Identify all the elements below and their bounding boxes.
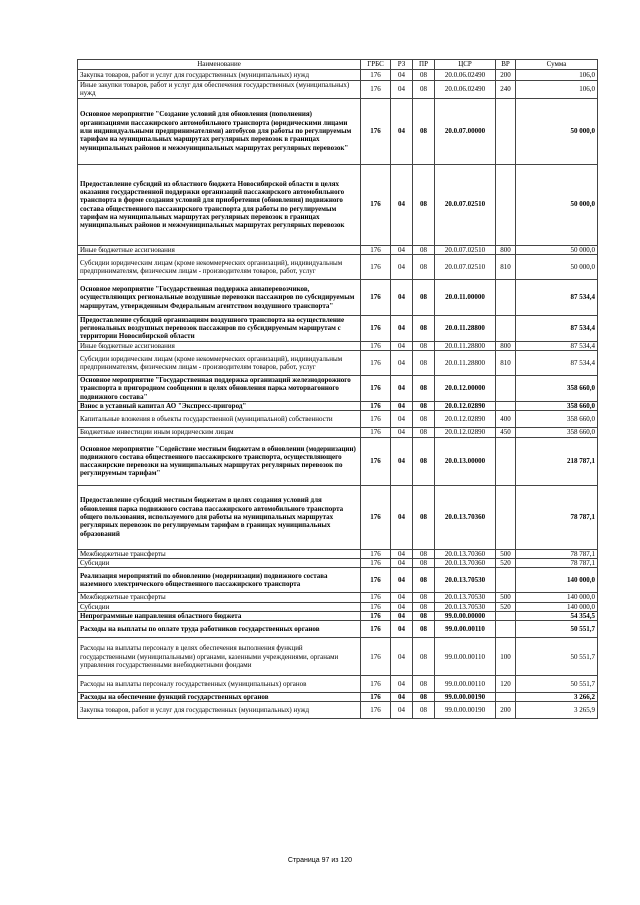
cell-csr: 20.0.07.02510 — [435, 164, 496, 245]
cell-grbs: 176 — [361, 549, 391, 558]
cell-sum: 78 787,1 — [516, 485, 598, 549]
cell-pr: 08 — [413, 568, 435, 593]
cell-vr — [496, 376, 516, 402]
table-row — [78, 437, 598, 485]
header-name: Наименование — [78, 60, 361, 70]
cell-csr: 20.0.06.02490 — [435, 81, 496, 99]
table-row — [78, 638, 598, 676]
cell-grbs: 176 — [361, 315, 391, 341]
cell-vr: 200 — [496, 702, 516, 719]
cell-csr: 20.0.13.70360 — [435, 549, 496, 558]
cell-vr — [496, 279, 516, 315]
cell-rz: 04 — [391, 638, 413, 676]
cell-grbs: 176 — [361, 485, 391, 549]
cell-vr: 400 — [496, 411, 516, 428]
cell-csr: 20.0.11.00000 — [435, 279, 496, 315]
page-footer: Страница 97 из 120 — [287, 857, 353, 864]
cell-pr: 08 — [413, 315, 435, 341]
cell-pr: 08 — [413, 81, 435, 99]
cell-rz: 04 — [391, 98, 413, 164]
cell-pr: 08 — [413, 279, 435, 315]
cell-name: Реализация мероприятий по обновлению (модернизации) подвижного состава наземного электрического общественного пассажирского транспорта — [78, 568, 361, 593]
cell-csr: 20.0.11.28800 — [435, 315, 496, 341]
cell-pr: 08 — [413, 437, 435, 485]
cell-pr: 08 — [413, 602, 435, 611]
table-header-row — [78, 60, 598, 70]
cell-pr: 08 — [413, 351, 435, 376]
cell-pr: 08 — [413, 693, 435, 702]
cell-sum: 3 266,2 — [516, 693, 598, 702]
cell-grbs: 176 — [361, 341, 391, 350]
cell-pr: 08 — [413, 164, 435, 245]
cell-csr: 99.0.00.00000 — [435, 611, 496, 620]
cell-name: Расходы на обеспечение функций государственных органов — [78, 693, 361, 702]
header-grbs: ГРБС — [361, 60, 391, 70]
table-row — [78, 611, 598, 620]
cell-csr: 20.0.13.70530 — [435, 568, 496, 593]
cell-vr — [496, 568, 516, 593]
budget-table — [77, 59, 598, 719]
table-row — [78, 549, 598, 558]
cell-grbs: 176 — [361, 164, 391, 245]
cell-grbs: 176 — [361, 702, 391, 719]
cell-sum: 358 660,0 — [516, 376, 598, 402]
cell-name: Межбюджетные трансферты — [78, 593, 361, 602]
cell-pr: 08 — [413, 341, 435, 350]
cell-sum: 50 000,0 — [516, 254, 598, 279]
cell-sum: 3 265,9 — [516, 702, 598, 719]
cell-name: Расходы на выплаты персоналу государственных (муниципальных) органов — [78, 676, 361, 693]
cell-csr: 99.0.00.00110 — [435, 621, 496, 638]
cell-rz: 04 — [391, 315, 413, 341]
cell-vr: 520 — [496, 602, 516, 611]
cell-grbs: 176 — [361, 279, 391, 315]
cell-name: Субсидии юридическим лицам (кроме некоммерческих организаций), индивидуальным предпринимателям, физическим лицам - производителям товаров, работ, услуг — [78, 351, 361, 376]
cell-vr — [496, 437, 516, 485]
cell-rz: 04 — [391, 693, 413, 702]
table-row — [78, 411, 598, 428]
cell-sum: 106,0 — [516, 70, 598, 81]
cell-csr: 99.0.00.00190 — [435, 693, 496, 702]
cell-vr — [496, 98, 516, 164]
cell-name: Основное мероприятие "Государственная поддержка организаций железнодорожного транспорта в пригородном сообщении в целях обновления парка моторвагонного подвижного состава" — [78, 376, 361, 402]
table-row — [78, 693, 598, 702]
cell-sum: 50 000,0 — [516, 98, 598, 164]
cell-sum: 54 354,5 — [516, 611, 598, 620]
cell-grbs: 176 — [361, 411, 391, 428]
cell-rz: 04 — [391, 702, 413, 719]
cell-pr: 08 — [413, 254, 435, 279]
cell-name: Межбюджетные трансферты — [78, 549, 361, 558]
cell-csr: 20.0.11.28800 — [435, 351, 496, 376]
cell-csr: 20.0.13.70360 — [435, 485, 496, 549]
cell-rz: 04 — [391, 376, 413, 402]
cell-csr: 99.0.00.00190 — [435, 702, 496, 719]
cell-csr: 99.0.00.00110 — [435, 676, 496, 693]
cell-csr: 20.0.13.70530 — [435, 602, 496, 611]
cell-sum: 87 534,4 — [516, 341, 598, 350]
cell-pr: 08 — [413, 702, 435, 719]
cell-rz: 04 — [391, 437, 413, 485]
cell-rz: 04 — [391, 81, 413, 99]
table-row — [78, 428, 598, 437]
cell-grbs: 176 — [361, 602, 391, 611]
cell-csr: 20.0.12.00000 — [435, 376, 496, 402]
cell-pr: 08 — [413, 638, 435, 676]
table-row — [78, 485, 598, 549]
cell-name: Иные закупки товаров, работ и услуг для обеспечения государственных (муниципальных) нужд — [78, 81, 361, 99]
cell-rz: 04 — [391, 70, 413, 81]
cell-grbs: 176 — [361, 437, 391, 485]
cell-vr — [496, 402, 516, 411]
header-csr: ЦСР — [435, 60, 496, 70]
cell-name: Расходы на выплаты персоналу в целях обеспечения выполнения функций государственными (муниципальными) органами, казенными учреждениями, органами управления государственными внебюджетными фондами — [78, 638, 361, 676]
cell-pr: 08 — [413, 593, 435, 602]
cell-csr: 20.0.07.02510 — [435, 254, 496, 279]
cell-name: Иные бюджетные ассигнования — [78, 245, 361, 254]
cell-vr: 240 — [496, 81, 516, 99]
cell-grbs: 176 — [361, 402, 391, 411]
table-row — [78, 351, 598, 376]
cell-pr: 08 — [413, 428, 435, 437]
cell-pr: 08 — [413, 621, 435, 638]
cell-grbs: 176 — [361, 428, 391, 437]
table-row — [78, 621, 598, 638]
cell-name: Основное мероприятие "Содействие местным бюджетам в обновлении (модернизации) подвижного состава общественного пассажирского транспорта, осуществляющего пассажирские перевозки на муниципальных маршрутах регулярных перевозок по регулируемым тарифам" — [78, 437, 361, 485]
cell-vr — [496, 611, 516, 620]
cell-grbs: 176 — [361, 98, 391, 164]
cell-pr: 08 — [413, 245, 435, 254]
cell-name: Субсидии юридическим лицам (кроме некоммерческих организаций), индивидуальным предпринимателям, физическим лицам - производителям товаров, работ, услуг — [78, 254, 361, 279]
cell-rz: 04 — [391, 676, 413, 693]
cell-sum: 78 787,1 — [516, 558, 598, 567]
cell-name: Закупка товаров, работ и услуг для государственных (муниципальных) нужд — [78, 702, 361, 719]
cell-name: Закупка товаров, работ и услуг для государственных (муниципальных) нужд — [78, 70, 361, 81]
cell-csr: 20.0.06.02490 — [435, 70, 496, 81]
cell-vr — [496, 621, 516, 638]
cell-grbs: 176 — [361, 70, 391, 81]
cell-pr: 08 — [413, 611, 435, 620]
table-row — [78, 376, 598, 402]
cell-sum: 50 000,0 — [516, 164, 598, 245]
cell-sum: 140 000,0 — [516, 602, 598, 611]
cell-vr: 810 — [496, 254, 516, 279]
cell-sum: 78 787,1 — [516, 549, 598, 558]
cell-pr: 08 — [413, 558, 435, 567]
cell-rz: 04 — [391, 568, 413, 593]
cell-vr: 800 — [496, 341, 516, 350]
cell-rz: 04 — [391, 485, 413, 549]
cell-csr: 20.0.12.02890 — [435, 411, 496, 428]
header-rz: РЗ — [391, 60, 413, 70]
cell-csr: 20.0.12.02890 — [435, 402, 496, 411]
table-row — [78, 98, 598, 164]
cell-grbs: 176 — [361, 558, 391, 567]
cell-name: Расходы на выплаты по оплате труда работников государственных органов — [78, 621, 361, 638]
cell-rz: 04 — [391, 245, 413, 254]
cell-rz: 04 — [391, 611, 413, 620]
cell-sum: 50 000,0 — [516, 245, 598, 254]
cell-name: Субсидии — [78, 558, 361, 567]
cell-vr — [496, 164, 516, 245]
table-row — [78, 315, 598, 341]
cell-name: Предоставление субсидий местным бюджетам в целях создания условий для обновления парка подвижного состава пассажирского автомобильного транспорта общего пользования, используемого для работы на муниципальных маршрутах регулярных перевозок по регулируемым тарифам в границах муниципальных образований — [78, 485, 361, 549]
table-row — [78, 279, 598, 315]
cell-sum: 50 551,7 — [516, 676, 598, 693]
cell-pr: 08 — [413, 676, 435, 693]
table-row — [78, 341, 598, 350]
header-sum: Сумма — [516, 60, 598, 70]
table-row — [78, 702, 598, 719]
cell-vr — [496, 485, 516, 549]
cell-rz: 04 — [391, 549, 413, 558]
cell-rz: 04 — [391, 279, 413, 315]
cell-grbs: 176 — [361, 351, 391, 376]
table-row — [78, 558, 598, 567]
cell-name: Предоставление субсидий из областного бюджета Новосибирской области в целях оказания государственной поддержки организаций пассажирского автомобильного транспорта в форме создания условий для приобретения (обновления) подвижного состава общественного пассажирского транспорта для работы по регулируемым тарифам на муниципальных маршрутах регулярных перевозок в границах муниципальных районов и межмуниципальных маршрутах регулярных перевозок — [78, 164, 361, 245]
cell-vr: 100 — [496, 638, 516, 676]
cell-rz: 04 — [391, 428, 413, 437]
cell-grbs: 176 — [361, 568, 391, 593]
cell-sum: 358 660,0 — [516, 402, 598, 411]
cell-vr: 800 — [496, 245, 516, 254]
table-row — [78, 402, 598, 411]
cell-grbs: 176 — [361, 81, 391, 99]
cell-sum: 87 534,4 — [516, 351, 598, 376]
cell-sum: 218 787,1 — [516, 437, 598, 485]
cell-sum: 50 551,7 — [516, 638, 598, 676]
table-row — [78, 164, 598, 245]
cell-grbs: 176 — [361, 676, 391, 693]
cell-vr: 500 — [496, 549, 516, 558]
cell-rz: 04 — [391, 402, 413, 411]
cell-sum: 87 534,4 — [516, 279, 598, 315]
cell-rz: 04 — [391, 411, 413, 428]
cell-name: Субсидии — [78, 602, 361, 611]
cell-grbs: 176 — [361, 693, 391, 702]
cell-vr: 200 — [496, 70, 516, 81]
cell-vr: 450 — [496, 428, 516, 437]
cell-rz: 04 — [391, 341, 413, 350]
cell-pr: 08 — [413, 485, 435, 549]
table-row — [78, 593, 598, 602]
cell-vr — [496, 315, 516, 341]
cell-grbs: 176 — [361, 245, 391, 254]
cell-name: Иные бюджетные ассигнования — [78, 341, 361, 350]
cell-pr: 08 — [413, 549, 435, 558]
cell-rz: 04 — [391, 164, 413, 245]
cell-name: Непрограммные направления областного бюджета — [78, 611, 361, 620]
cell-rz: 04 — [391, 351, 413, 376]
cell-csr: 20.0.12.02890 — [435, 428, 496, 437]
cell-sum: 140 000,0 — [516, 593, 598, 602]
cell-sum: 358 660,0 — [516, 428, 598, 437]
cell-sum: 50 551,7 — [516, 621, 598, 638]
header-vr: ВР — [496, 60, 516, 70]
cell-csr: 20.0.13.70360 — [435, 558, 496, 567]
cell-csr: 20.0.07.00000 — [435, 98, 496, 164]
cell-pr: 08 — [413, 411, 435, 428]
cell-rz: 04 — [391, 621, 413, 638]
cell-pr: 08 — [413, 376, 435, 402]
cell-vr: 500 — [496, 593, 516, 602]
table-row — [78, 254, 598, 279]
cell-name: Предоставление субсидий организациям воздушного транспорта на осуществление региональных воздушных перевозок пассажиров по субсидируемым маршрутам с территории Новосибирской области — [78, 315, 361, 341]
cell-grbs: 176 — [361, 376, 391, 402]
cell-name: Бюджетные инвестиции иным юридическим лицам — [78, 428, 361, 437]
table-row — [78, 602, 598, 611]
cell-pr: 08 — [413, 402, 435, 411]
table-row — [78, 568, 598, 593]
table-row — [78, 676, 598, 693]
cell-vr: 520 — [496, 558, 516, 567]
cell-name: Капитальные вложения в объекты государственной (муниципальной) собственности — [78, 411, 361, 428]
cell-rz: 04 — [391, 558, 413, 567]
table-row — [78, 70, 598, 81]
cell-csr: 20.0.13.00000 — [435, 437, 496, 485]
cell-csr: 20.0.07.02510 — [435, 245, 496, 254]
cell-grbs: 176 — [361, 638, 391, 676]
cell-pr: 08 — [413, 70, 435, 81]
header-pr: ПР — [413, 60, 435, 70]
cell-rz: 04 — [391, 593, 413, 602]
cell-grbs: 176 — [361, 254, 391, 279]
cell-grbs: 176 — [361, 611, 391, 620]
cell-vr: 810 — [496, 351, 516, 376]
cell-vr — [496, 693, 516, 702]
cell-csr: 20.0.13.70530 — [435, 593, 496, 602]
cell-csr: 20.0.11.28800 — [435, 341, 496, 350]
cell-pr: 08 — [413, 98, 435, 164]
cell-sum: 358 660,0 — [516, 411, 598, 428]
cell-name: Основное мероприятие "Создание условий для обновления (пополнения) организациями пассажирского автомобильного транспорта (юридическими лицами или индивидуальными предпринимателями) автобусов для работы по регулируемым тарифам на муниципальных маршрутах регулярных перевозок в границах муниципальных районов и межмуниципальных маршрутах регулярных перевозок" — [78, 98, 361, 164]
table-row — [78, 81, 598, 99]
cell-name: Основное мероприятие "Государственная поддержка авиаперевозчиков, осуществляющих региональные воздушные перевозки пассажиров по субсидируемым маршрутам, утвержденным Федеральным агентством воздушного транспорта" — [78, 279, 361, 315]
cell-rz: 04 — [391, 254, 413, 279]
cell-name: Взнос в уставный капитал АО "Экспресс-пригород" — [78, 402, 361, 411]
cell-sum: 140 000,0 — [516, 568, 598, 593]
cell-sum: 106,0 — [516, 81, 598, 99]
table-row — [78, 245, 598, 254]
cell-grbs: 176 — [361, 621, 391, 638]
cell-sum: 87 534,4 — [516, 315, 598, 341]
table-body — [78, 70, 598, 719]
cell-rz: 04 — [391, 602, 413, 611]
cell-vr: 120 — [496, 676, 516, 693]
cell-grbs: 176 — [361, 593, 391, 602]
cell-csr: 99.0.00.00110 — [435, 638, 496, 676]
